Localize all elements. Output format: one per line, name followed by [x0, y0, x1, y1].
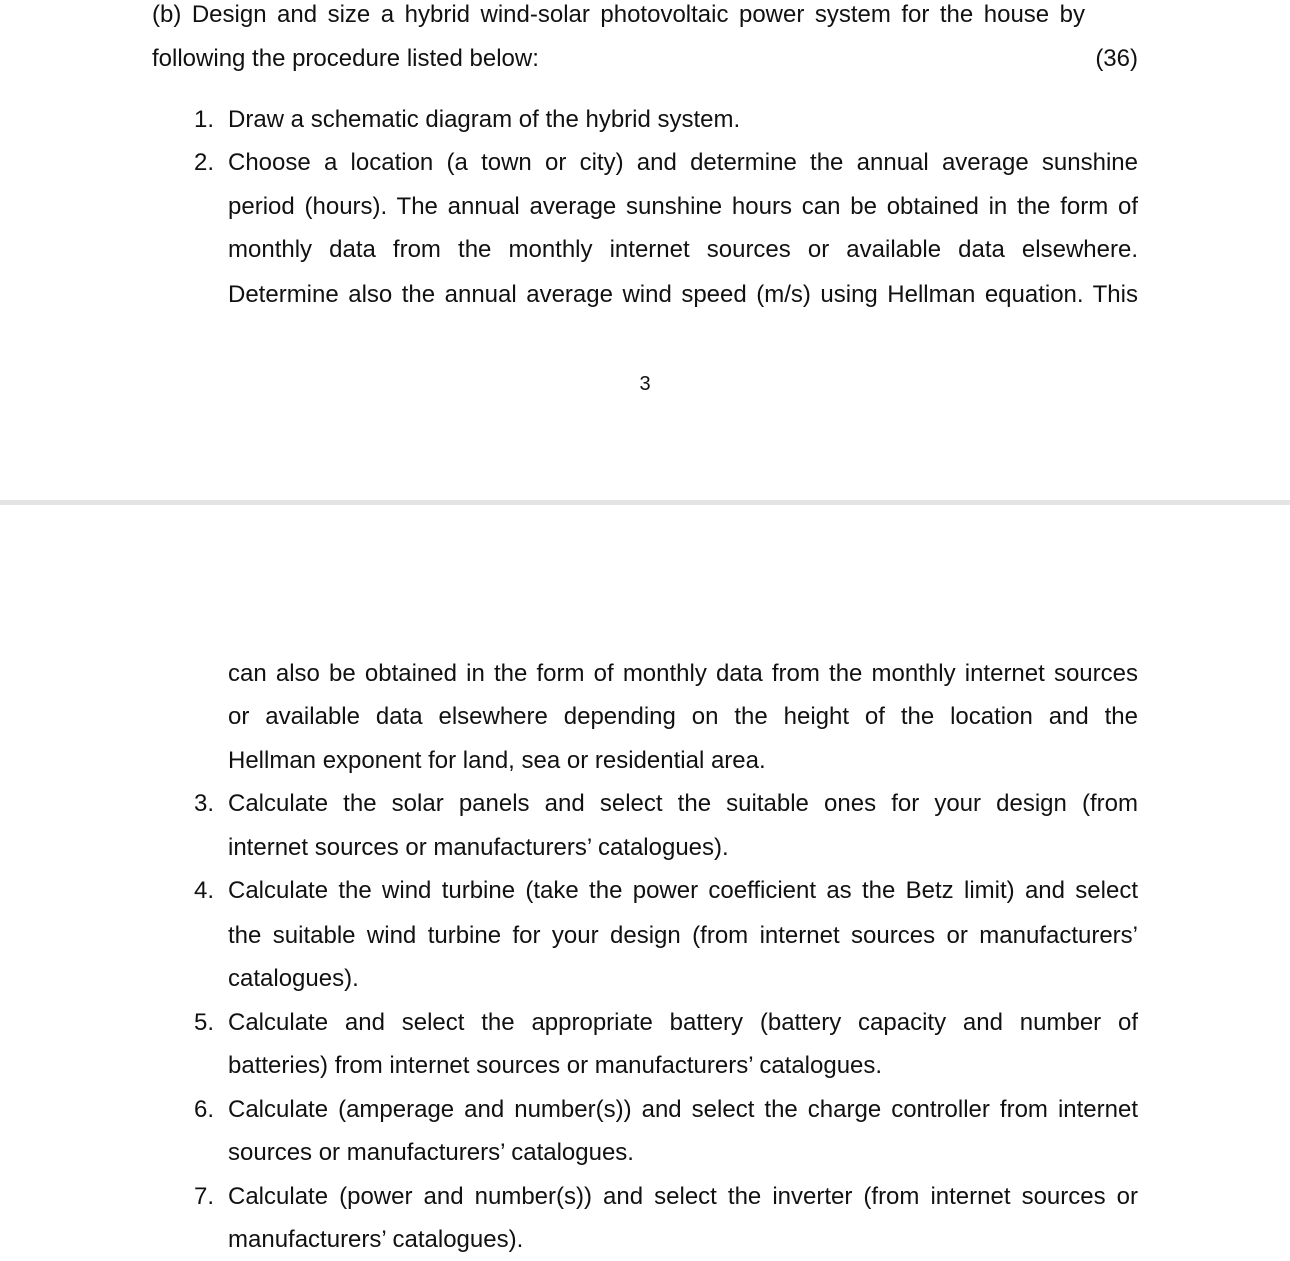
question-marks: (36) — [1095, 45, 1138, 72]
list-number: 6. — [193, 1096, 214, 1123]
list-item-text: Choose a location (a town or city) and determine the annual average sunshine — [228, 149, 1138, 176]
list-item-text: batteries) from internet sources or manufacturers’ catalogues. — [228, 1052, 883, 1079]
question-line-1: (b) Design and size a hybrid wind-solar photovoltaic power system for the house by — [152, 1, 1085, 28]
question-line-2: following the procedure listed below: — [152, 45, 539, 72]
list-item-text: monthly data from the monthly internet sources or available data elsewhere. — [228, 236, 1138, 263]
page-number: 3 — [639, 373, 651, 395]
list-item-text: Hellman exponent for land, sea or residential area. — [228, 747, 766, 774]
list-number: 1. — [193, 106, 214, 133]
list-item-text: Calculate the wind turbine (take the power coefficient as the Betz limit) and select — [228, 877, 1138, 904]
list-item-text: can also be obtained in the form of monthly data from the monthly internet sources — [228, 660, 1138, 687]
page-separator — [0, 500, 1290, 505]
list-item-text: manufacturers’ catalogues). — [228, 1226, 524, 1253]
list-item-text: Determine also the annual average wind speed (m/s) using Hellman equation. This — [228, 281, 1138, 308]
list-item-text: Calculate (amperage and number(s)) and select the charge controller from internet — [228, 1096, 1138, 1123]
list-item-text: sources or manufacturers’ catalogues. — [228, 1139, 634, 1166]
list-number: 7. — [193, 1183, 214, 1210]
list-item-text: Calculate and select the appropriate battery (battery capacity and number of — [228, 1009, 1138, 1036]
list-item-text: catalogues). — [228, 965, 359, 992]
list-number: 4. — [193, 877, 214, 904]
list-number: 5. — [193, 1009, 214, 1036]
list-number: 2. — [193, 149, 214, 176]
list-item-text: the suitable wind turbine for your design (from internet sources or manufacturers’ — [228, 922, 1138, 949]
list-item-text: period (hours). The annual average sunshine hours can be obtained in the form of — [228, 193, 1138, 220]
list-item-text: Draw a schematic diagram of the hybrid system. — [228, 106, 741, 133]
list-item-text: or available data elsewhere depending on the height of the location and the — [228, 703, 1138, 730]
list-number: 3. — [193, 790, 214, 817]
list-item-text: Calculate (power and number(s)) and select the inverter (from internet sources or — [228, 1183, 1138, 1210]
list-item-text: internet sources or manufacturers’ catalogues). — [228, 834, 729, 861]
list-item-text: Calculate the solar panels and select the suitable ones for your design (from — [228, 790, 1138, 817]
